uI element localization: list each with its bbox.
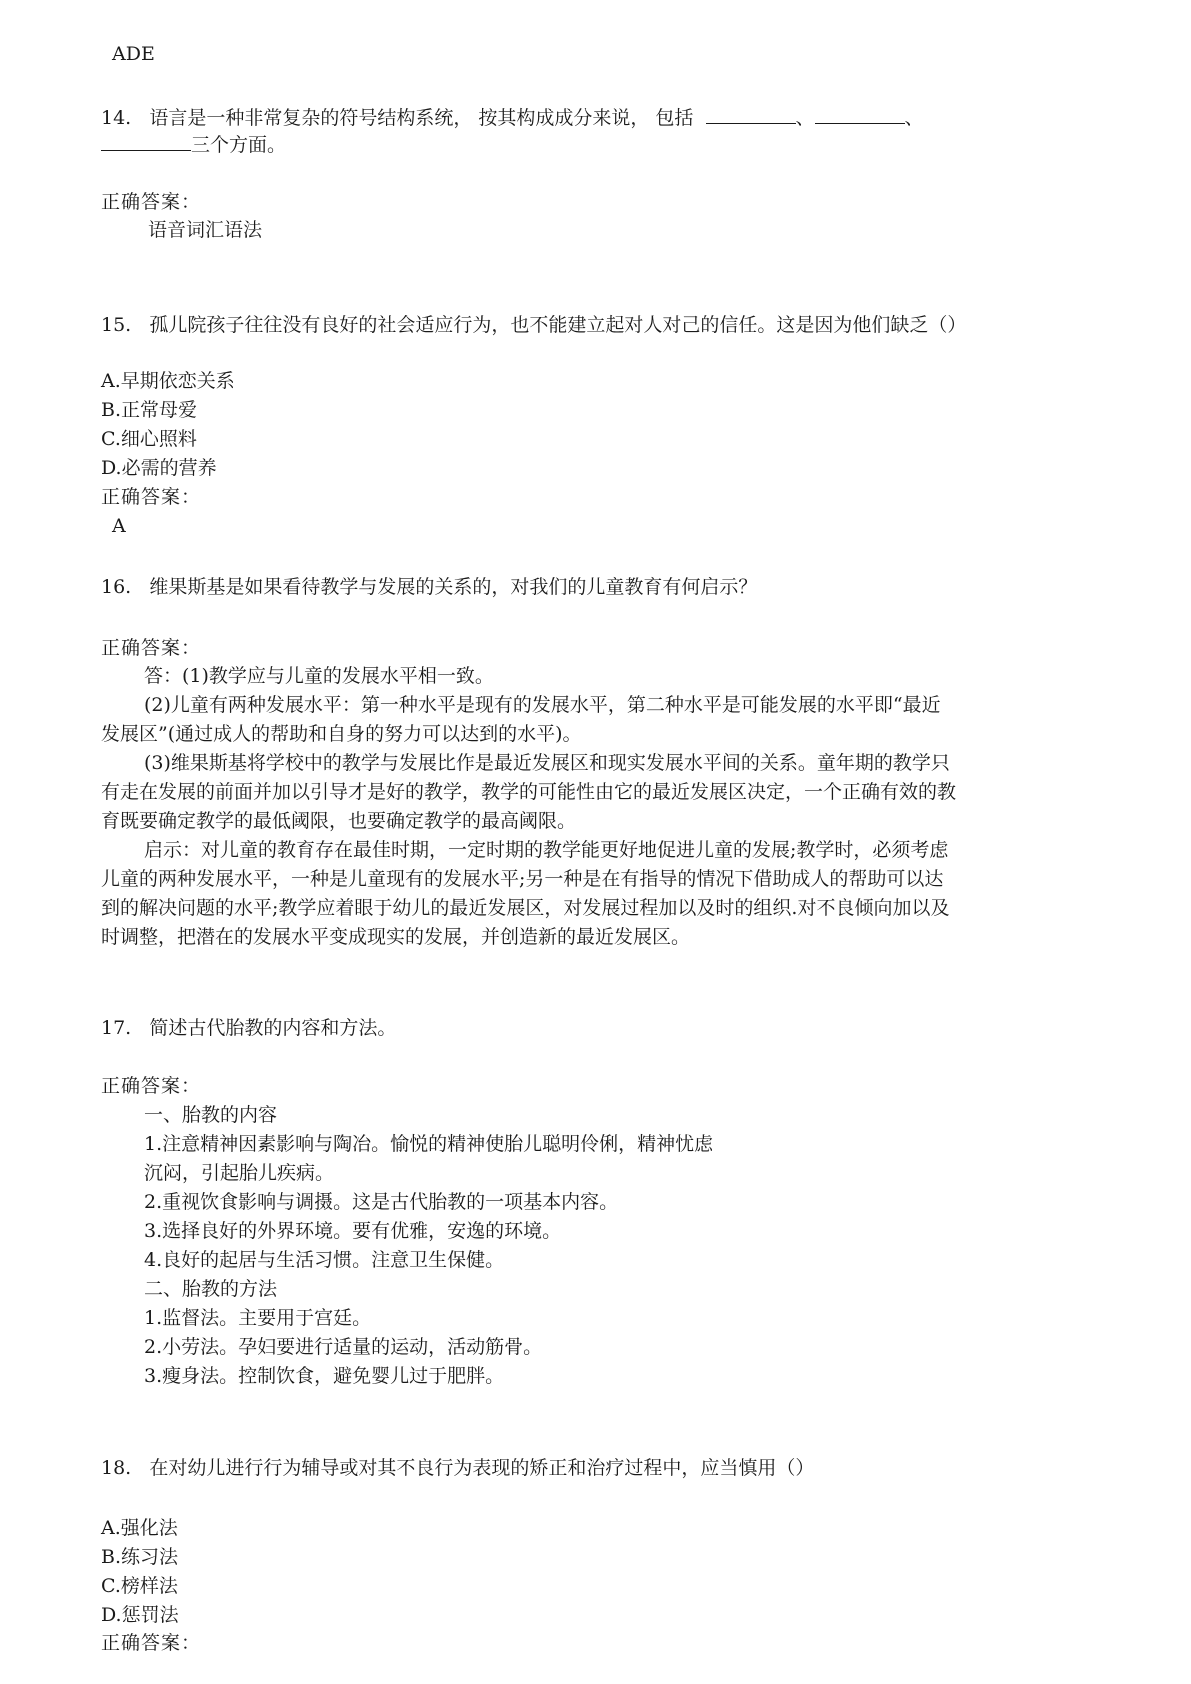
question-number: 18. xyxy=(101,1457,132,1479)
answer-line: 发展区”(通过成人的帮助和自身的努力可以达到的水平)。 xyxy=(101,723,582,745)
question-15 xyxy=(101,313,966,337)
question-14 xyxy=(101,106,924,130)
question-number: 15. xyxy=(101,314,132,336)
option-d: D.惩罚法 xyxy=(101,1604,179,1626)
question-text: 孤儿院孩子往往没有良好的社会适应行为，也不能建立起对人对己的信任。这是因为他们缺乏（） xyxy=(149,314,967,336)
blank-separator: 、 xyxy=(904,107,924,129)
question-17 xyxy=(101,1016,396,1040)
option-c: C.细心照料 xyxy=(101,428,197,450)
answer-line: 沉闷，引起胎儿疾病。 xyxy=(144,1162,335,1184)
answer-line: 答：(1)教学应与儿童的发展水平相一致。 xyxy=(144,665,494,687)
answer-label: 正确答案： xyxy=(101,637,202,659)
question-text: 维果斯基是如果看待教学与发展的关系的，对我们的儿童教育有何启示？ xyxy=(149,576,758,598)
answer-line: 有走在发展的前面并加以引导才是好的教学，教学的可能性由它的最近发展区决定，一个正确有效的教 xyxy=(101,781,957,803)
answer-line: (3)维果斯基将学校中的教学与发展比作是最近发展区和现实发展水平间的关系。童年期的教学只 xyxy=(144,752,950,774)
blank-separator: 、 xyxy=(795,107,815,129)
question-text: 简述古代胎教的内容和方法。 xyxy=(149,1017,397,1039)
option-d: D.必需的营养 xyxy=(101,457,217,479)
answer-line: 时调整，把潜在的发展水平变成现实的发展，并创造新的最近发展区。 xyxy=(101,926,691,948)
answer-line: 1.监督法。主要用于宫廷。 xyxy=(144,1307,372,1329)
answer-line: 2.小劳法。孕妇要进行适量的运动，活动筋骨。 xyxy=(144,1336,543,1358)
answer-line: 一、胎教的内容 xyxy=(144,1104,278,1126)
answer-label: 正确答案： xyxy=(101,191,202,213)
answer-label: 正确答案： xyxy=(101,1632,202,1654)
question-16 xyxy=(101,575,757,599)
fill-blank xyxy=(101,136,191,151)
question-number: 14. xyxy=(101,107,132,129)
option-b: B.练习法 xyxy=(101,1546,179,1568)
answer-label: 正确答案： xyxy=(101,486,202,508)
option-a: A.早期依恋关系 xyxy=(101,370,235,392)
option-a: A.强化法 xyxy=(101,1517,178,1539)
answer-line: 二、胎教的方法 xyxy=(144,1278,278,1300)
answer-line: 3.选择良好的外界环境。要有优雅，安逸的环境。 xyxy=(144,1220,562,1242)
question-text: 在对幼儿进行行为辅导或对其不良行为表现的矫正和治疗过程中，应当慎用（） xyxy=(149,1457,815,1479)
answer-line: 3.瘦身法。控制饮食，避免婴儿过于肥胖。 xyxy=(144,1365,505,1387)
previous-answer: ADE xyxy=(112,43,155,65)
answer-line: 2.重视饮食影响与调摄。这是古代胎教的一项基本内容。 xyxy=(144,1191,619,1213)
question-18 xyxy=(101,1456,814,1480)
option-b: B.正常母爱 xyxy=(101,399,198,421)
question-number: 17. xyxy=(101,1017,132,1039)
question-number: 16. xyxy=(101,576,132,598)
answer-line: 4.良好的起居与生活习惯。注意卫生保健。 xyxy=(144,1249,505,1271)
answer-line: 启示：对儿童的教育存在最佳时期，一定时期的教学能更好地促进儿童的发展;教学时，必须考虑 xyxy=(144,839,949,861)
answer-label: 正确答案： xyxy=(101,1075,202,1097)
fill-blank xyxy=(815,109,905,124)
fill-blank xyxy=(706,109,796,124)
answer-line: 儿童的两种发展水平，一种是儿童现有的发展水平;另一种是在有指导的情况下借助成人的帮助可以达 xyxy=(101,868,944,890)
answer-text: A xyxy=(112,515,126,537)
answer-line: 育既要确定教学的最低阈限，也要确定教学的最高阈限。 xyxy=(101,810,577,832)
question-14-cont xyxy=(101,133,286,157)
option-c: C.榜样法 xyxy=(101,1575,178,1597)
answer-line: 1.注意精神因素影响与陶冶。愉悦的精神使胎儿聪明伶俐，精神忧虑 xyxy=(144,1133,714,1155)
question-text: 语言是一种非常复杂的符号结构系统， 按其构成成分来说， 包括 xyxy=(149,107,694,129)
answer-line: (2)儿童有两种发展水平：第一种水平是现有的发展水平，第二种水平是可能发展的水平即“最近 xyxy=(144,694,941,716)
answer-line: 到的解决问题的水平;教学应着眼于幼儿的最近发展区，对发展过程加以及时的组织.对不良倾向加以及 xyxy=(101,897,950,919)
answer-text: 语音词汇语法 xyxy=(148,219,263,241)
question-text: 三个方面。 xyxy=(191,134,287,156)
